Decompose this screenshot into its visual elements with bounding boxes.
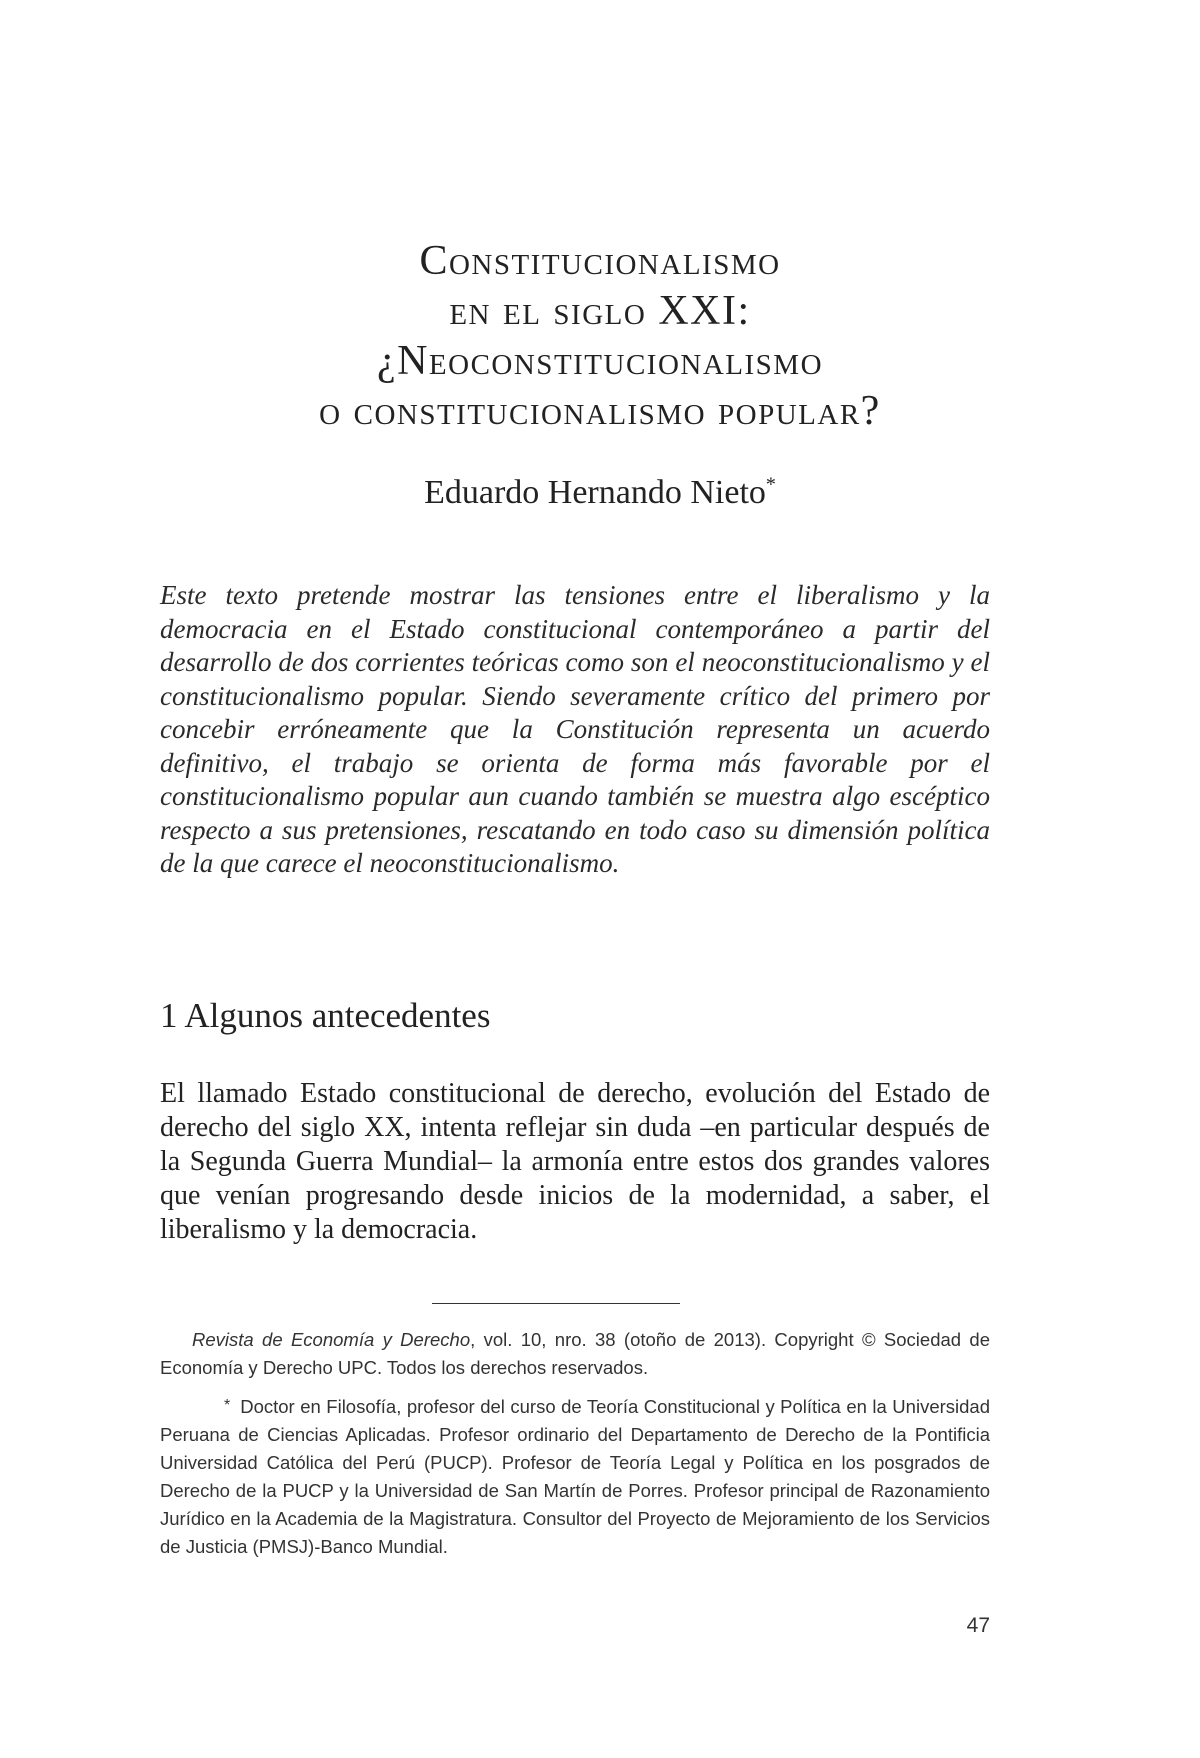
title-line-2: en el siglo XXI: bbox=[449, 288, 751, 334]
title-line-4: o constitucionalismo popular? bbox=[319, 388, 881, 434]
article-title bbox=[150, 236, 1050, 436]
title-line-3: ¿Neoconstitucionalismo bbox=[376, 338, 824, 384]
footnote-marker: * bbox=[224, 1397, 231, 1414]
author-footnote-marker: * bbox=[765, 473, 776, 496]
section-heading: 1 Algunos antecedentes bbox=[160, 996, 491, 1035]
body-paragraph: El llamado Estado constitucional de derecho, evolución del Estado de derecho del siglo XX, intenta reflejar sin duda –en particular después de la Segunda Guerra Mundial– la armonía entre estos dos grandes valores que venían progresando desde inicios de la modernidad, a saber, el liberalismo y la democracia. bbox=[160, 1078, 990, 1245]
title-line-1: Constitucionalismo bbox=[419, 238, 781, 284]
footnote-copyright bbox=[160, 1326, 990, 1382]
journal-citation: , vol. 10, nro. 38 (otoño de 2013). Copyright © Sociedad de Economía y Derecho UPC. Todos los derechos reservados. bbox=[160, 1329, 990, 1378]
footnote-divider bbox=[432, 1303, 680, 1304]
journal-name: Revista de Economía y Derecho bbox=[192, 1329, 471, 1350]
page-number: 47 bbox=[966, 1614, 990, 1637]
footnote-author bbox=[160, 1392, 990, 1561]
footnote-author-text: Doctor en Filosofía, profesor del curso de Teoría Constitucional y Política en la Universidad Peruana de Ciencias Aplicadas. Profesor ordinario del Departamento de Derecho de la Pontificia Universidad Católica del Perú (PUCP). Profesor de Teoría Legal y Política en los posgrados de Derecho de la PUCP y la Universidad de San Martín de Porres. Profesor principal de Razonamiento Jurídico en la Academia de la Magistratura. Consultor del Proyecto de Mejoramiento de los Servicios de Justicia (PMSJ)-Banco Mundial. bbox=[160, 1396, 990, 1557]
author-line bbox=[150, 473, 1050, 513]
author-name: Eduardo Hernando Nieto bbox=[424, 474, 766, 511]
abstract: Este texto pretende mostrar las tensiones entre el liberalismo y la democracia en el Estado constitucional contemporáneo a partir del desarrollo de dos corrientes teóricas como son el neoconstitucionalismo y el constitucionalismo popular. Siendo severamente crítico del primero por concebir erróneamente que la Constitución representa un acuerdo definitivo, el trabajo se orienta de forma más favorable por el constitucionalismo popular aun cuando también se muestra algo escéptico respecto a sus pretensiones, rescatando en todo caso su dimensión política de la que carece el neoconstitucionalismo. bbox=[160, 580, 990, 878]
